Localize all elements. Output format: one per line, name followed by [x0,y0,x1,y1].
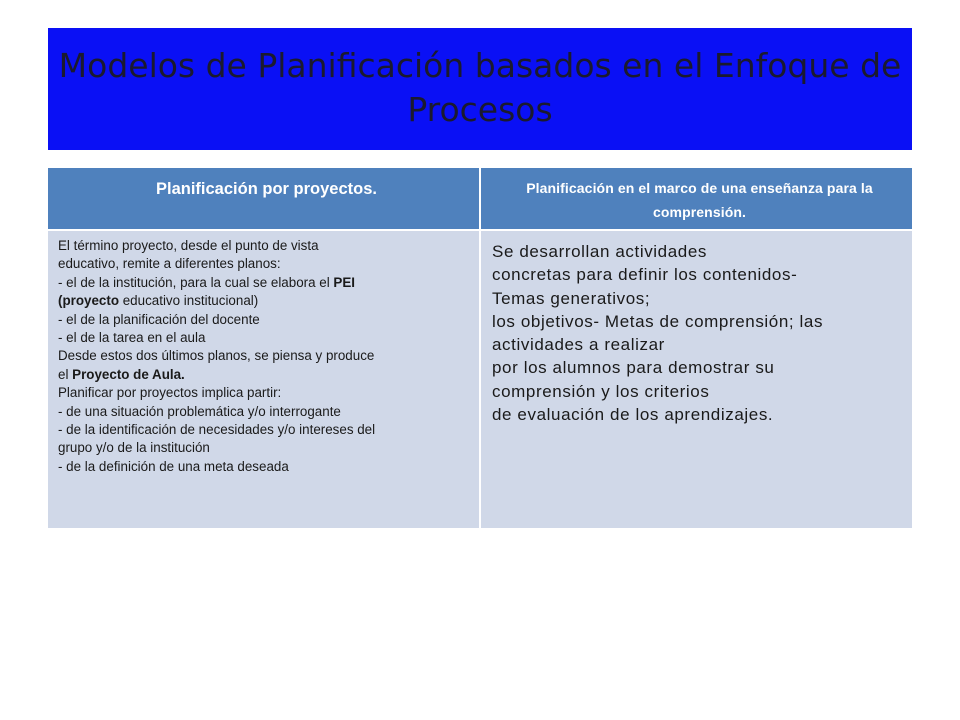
projects-description-cell [48,230,480,528]
projects-text-line: - de la identificación de necesidades y/o intereses del [58,422,376,438]
projects-text-line: El término proyecto, desde el punto de vista [58,238,319,253]
projects-text-line: - de una situación problemática y/o interrogante [58,403,341,419]
projects-text-line [58,274,471,292]
projects-text-fragment: educativo institucional) [119,293,259,309]
projects-text-line: Planificar por proyectos implica partir: [58,385,282,401]
proyecto-de-aula-term: Proyecto de Aula. [72,366,185,382]
header-cell-understanding [480,168,912,230]
table-body-row [48,230,912,528]
header-projects-label: Planificación por proyectos. [156,180,377,198]
understanding-text-line: concretas para definir los contenidos- [492,265,798,285]
projects-text-line [58,366,471,384]
title-banner [48,28,912,150]
projects-text-line: - el de la tarea en el aula [58,330,206,346]
slide-title: Modelos de Planificación basados en el Enfoque de Procesos [58,46,902,129]
understanding-text-line: por los alumnos para demostrar su [492,358,775,378]
projects-text-line [58,292,471,310]
projects-text-line: educativo, remite a diferentes planos: [58,256,281,272]
understanding-text-line: Temas generativos; [492,288,651,308]
understanding-text-line: comprensión y los criterios [492,381,710,401]
projects-text-line: - el de la planificación del docente [58,311,260,327]
pei-expansion-start: (proyecto [58,293,120,309]
header-cell-projects [48,168,480,230]
pei-acronym: PEI [333,274,356,290]
understanding-description-cell [480,230,912,528]
understanding-text-line: Se desarrollan actividades [492,242,707,261]
header-understanding-label: Planificación en el marco de una enseñanza para la comprensión. [526,180,873,220]
projects-text-line: Desde estos dos últimos planos, se piensa y produce [58,348,375,364]
projects-text-fragment: - el de la institución, para la cual se elabora el [58,274,334,290]
projects-text-line: grupo y/o de la institución [58,440,210,456]
understanding-text-line: de evaluación de los aprendizajes. [492,405,774,425]
projects-text-line: - de la definición de una meta deseada [58,458,289,474]
table-header-row [48,168,912,230]
understanding-text-line: actividades a realizar [492,335,665,355]
understanding-text-line: los objetivos- Metas de comprensión; las [492,311,824,331]
projects-text-fragment: el [58,366,73,382]
comparison-table [48,168,912,528]
